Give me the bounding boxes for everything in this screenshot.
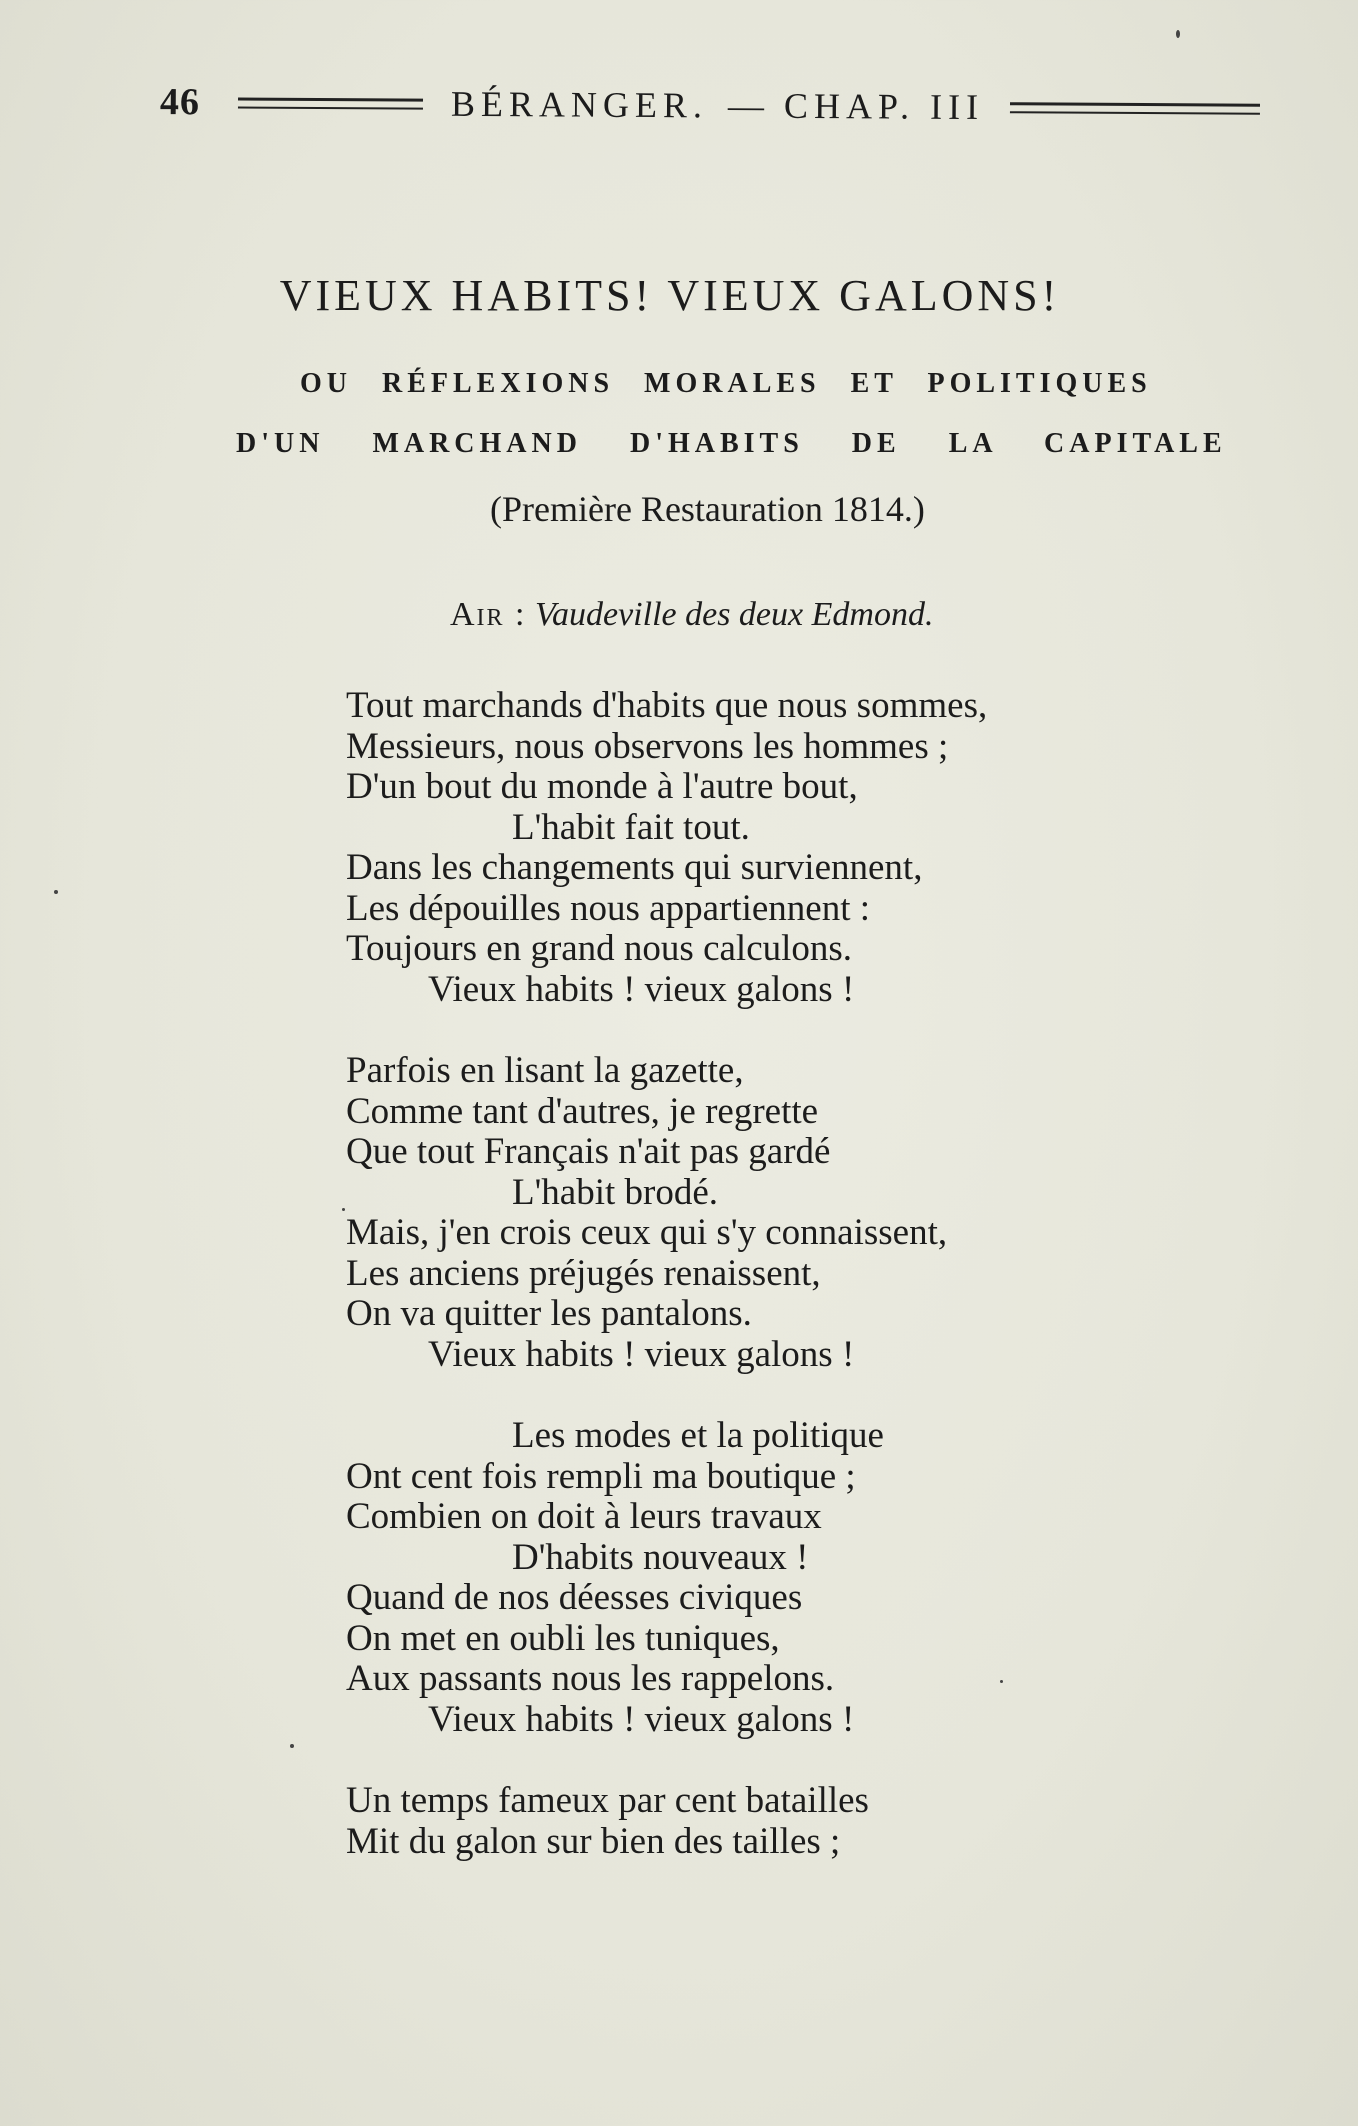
verse-line: On va quitter les pantalons. xyxy=(346,1293,752,1334)
verse-line: Combien on doit à leurs travaux xyxy=(346,1496,822,1537)
running-dash: — xyxy=(727,85,765,126)
verse-line: Ont cent fois rempli ma boutique ; xyxy=(346,1455,856,1497)
paper-speck xyxy=(290,1744,294,1748)
verse-line: Les dépouilles nous appartiennent : xyxy=(346,887,871,929)
verse-line: Quand de nos déesses civiques xyxy=(346,1577,803,1618)
running-header xyxy=(160,72,1320,139)
air-line xyxy=(450,596,933,634)
running-title: BÉRANGER. xyxy=(450,83,709,126)
stanza-3 xyxy=(346,1416,1326,1740)
paper-speck xyxy=(1000,1680,1003,1683)
verse-line: Toujours en grand nous calculons. xyxy=(346,928,853,969)
verse-line: On met en oubli les tuniques, xyxy=(346,1617,780,1659)
verse-refrain: Vieux habits ! vieux galons ! xyxy=(428,1333,855,1375)
verse-line: L'habit brodé. xyxy=(512,1171,718,1213)
verse-line: Les modes et la politique xyxy=(512,1415,884,1456)
page-number: 46 xyxy=(159,81,201,124)
song-subtitle-line-2: D'UN MARCHAND D'HABITS DE LA CAPITALE xyxy=(236,428,1227,459)
paper-speck xyxy=(54,890,58,894)
header-rule-left xyxy=(238,97,423,109)
stanza-4 xyxy=(346,1781,1326,1862)
verse-line: D'habits nouveaux ! xyxy=(512,1536,809,1578)
paper-speck xyxy=(1176,30,1180,38)
verse-refrain: Vieux habits ! vieux galons ! xyxy=(428,968,855,1010)
verse-line: Mais, j'en crois ceux qui s'y connaissent, xyxy=(346,1212,948,1253)
verse-line: Mit du galon sur bien des tailles ; xyxy=(346,1820,841,1862)
verses xyxy=(346,686,1326,1903)
paper-speck xyxy=(342,1208,345,1211)
stanza-2 xyxy=(346,1051,1326,1375)
song-dateline: (Première Restauration 1814.) xyxy=(490,489,925,529)
stanza-1 xyxy=(346,686,1326,1010)
verse-line: Que tout Français n'ait pas gardé xyxy=(346,1131,831,1172)
verse-line: Les anciens préjugés renaissent, xyxy=(346,1252,821,1294)
verse-line: Aux passants nous les rappelons. xyxy=(346,1658,835,1699)
verse-line: Messieurs, nous observons les hommes ; xyxy=(346,725,949,767)
air-label: Air : xyxy=(450,596,527,633)
verse-line: L'habit fait tout. xyxy=(512,806,750,848)
song-subtitle-line-1: OU RÉFLEXIONS MORALES ET POLITIQUES xyxy=(300,368,1152,399)
header-rule-right xyxy=(1010,102,1260,115)
verse-line: Tout marchands d'habits que nous sommes, xyxy=(346,685,988,726)
verse-line: D'un bout du monde à l'autre bout, xyxy=(346,766,858,807)
verse-line: Comme tant d'autres, je regrette xyxy=(346,1090,819,1132)
air-tune: Vaudeville des deux Edmond. xyxy=(535,596,934,633)
verse-line: Parfois en lisant la gazette, xyxy=(346,1050,744,1091)
verse-line: Un temps fameux par cent batailles xyxy=(346,1780,869,1821)
song-title: VIEUX HABITS! VIEUX GALONS! xyxy=(279,271,1061,320)
verse-refrain: Vieux habits ! vieux galons ! xyxy=(428,1698,855,1740)
verse-line: Dans les changements qui surviennent, xyxy=(346,847,923,888)
chapter-label: CHAP. III xyxy=(783,85,985,128)
